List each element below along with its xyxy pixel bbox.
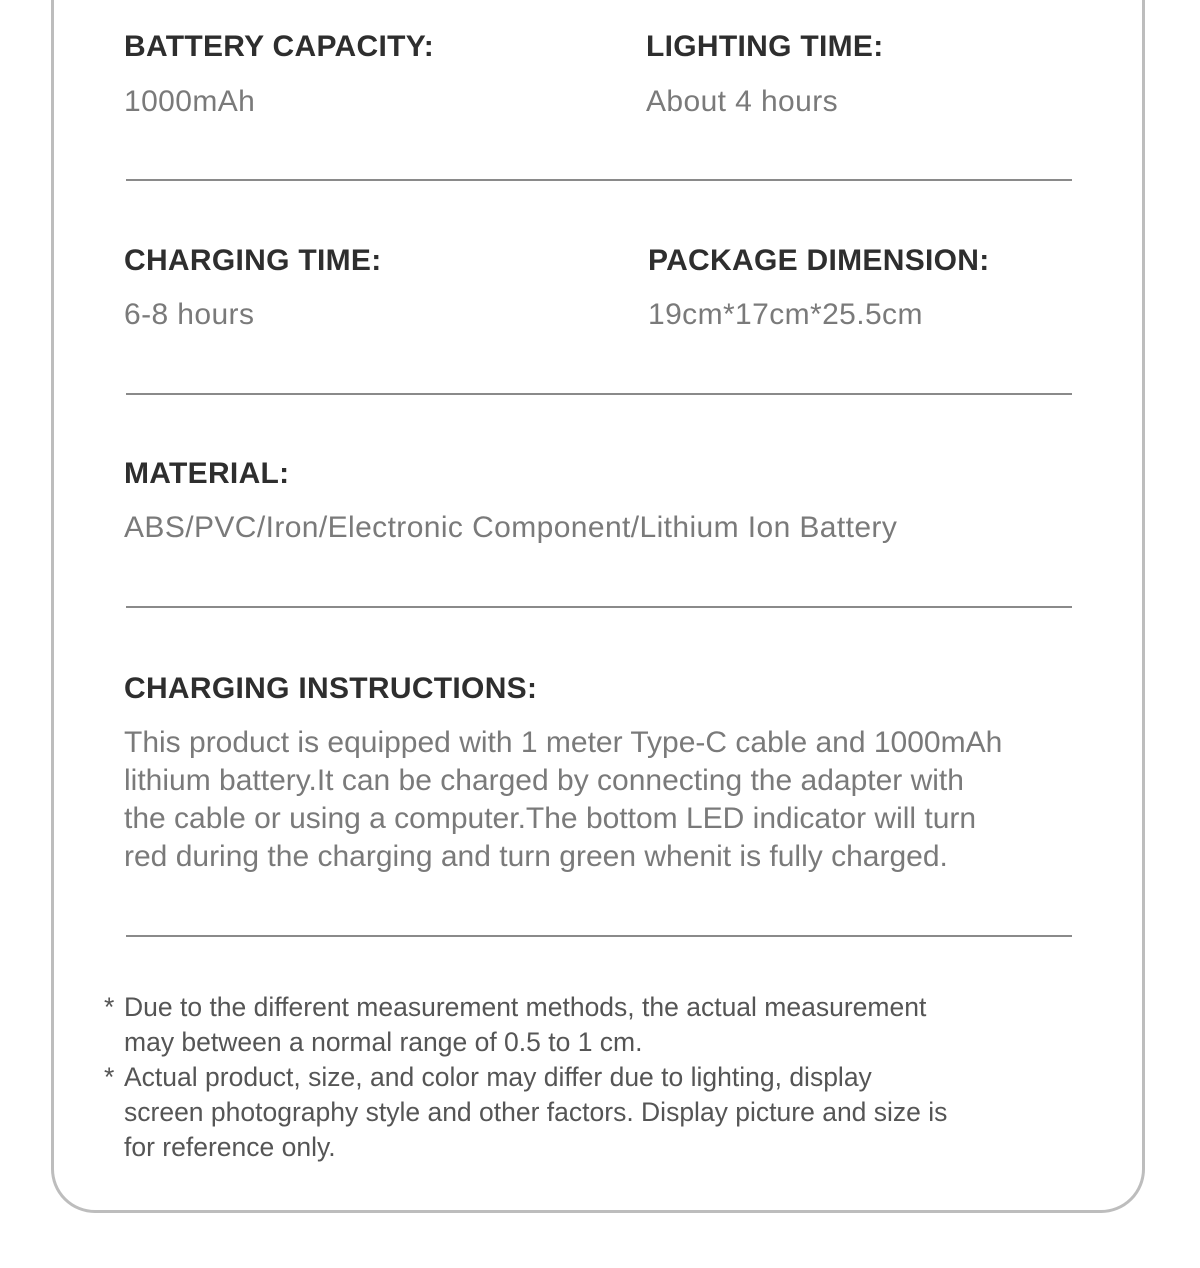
note-line: Actual product, size, and color may differ due to lighting, display <box>124 1062 872 1092</box>
divider <box>126 393 1072 395</box>
note-line: may between a normal range of 0.5 to 1 cm. <box>124 1027 643 1057</box>
instructions-line: lithium battery.It can be charged by connecting the adapter with <box>124 764 964 797</box>
disclaimer-notes <box>104 990 947 1165</box>
material-label: MATERIAL: <box>124 457 290 490</box>
instructions-line: This product is equipped with 1 meter Type-C cable and 1000mAh <box>124 726 1003 759</box>
asterisk-icon: * <box>104 992 115 1022</box>
instructions-line: the cable or using a computer.The bottom LED indicator will turn <box>124 802 977 835</box>
battery-capacity-value: 1000mAh <box>124 85 256 118</box>
lighting-time-value: About 4 hours <box>646 85 838 118</box>
note-item <box>104 1060 947 1165</box>
charging-instructions-text <box>124 724 1002 876</box>
package-dimension-value: 19cm*17cm*25.5cm <box>648 298 923 331</box>
divider <box>126 935 1072 937</box>
instructions-line: red during the charging and turn green whenit is fully charged. <box>124 840 948 873</box>
battery-capacity-label: BATTERY CAPACITY: <box>124 30 435 63</box>
note-line: screen photography style and other factors. Display picture and size is <box>124 1097 948 1127</box>
note-line: Due to the different measurement methods, the actual measurement <box>124 992 927 1022</box>
divider <box>126 179 1072 181</box>
note-item <box>104 990 947 1060</box>
asterisk-icon: * <box>104 1062 115 1092</box>
package-dimension-label: PACKAGE DIMENSION: <box>648 244 990 277</box>
note-line: for reference only. <box>124 1132 336 1162</box>
divider <box>126 606 1072 608</box>
charging-instructions-label: CHARGING INSTRUCTIONS: <box>124 672 538 705</box>
material-value: ABS/PVC/Iron/Electronic Component/Lithium Ion Battery <box>124 511 898 544</box>
lighting-time-label: LIGHTING TIME: <box>646 30 884 63</box>
charging-time-value: 6-8 hours <box>124 298 255 331</box>
charging-time-label: CHARGING TIME: <box>124 244 382 277</box>
